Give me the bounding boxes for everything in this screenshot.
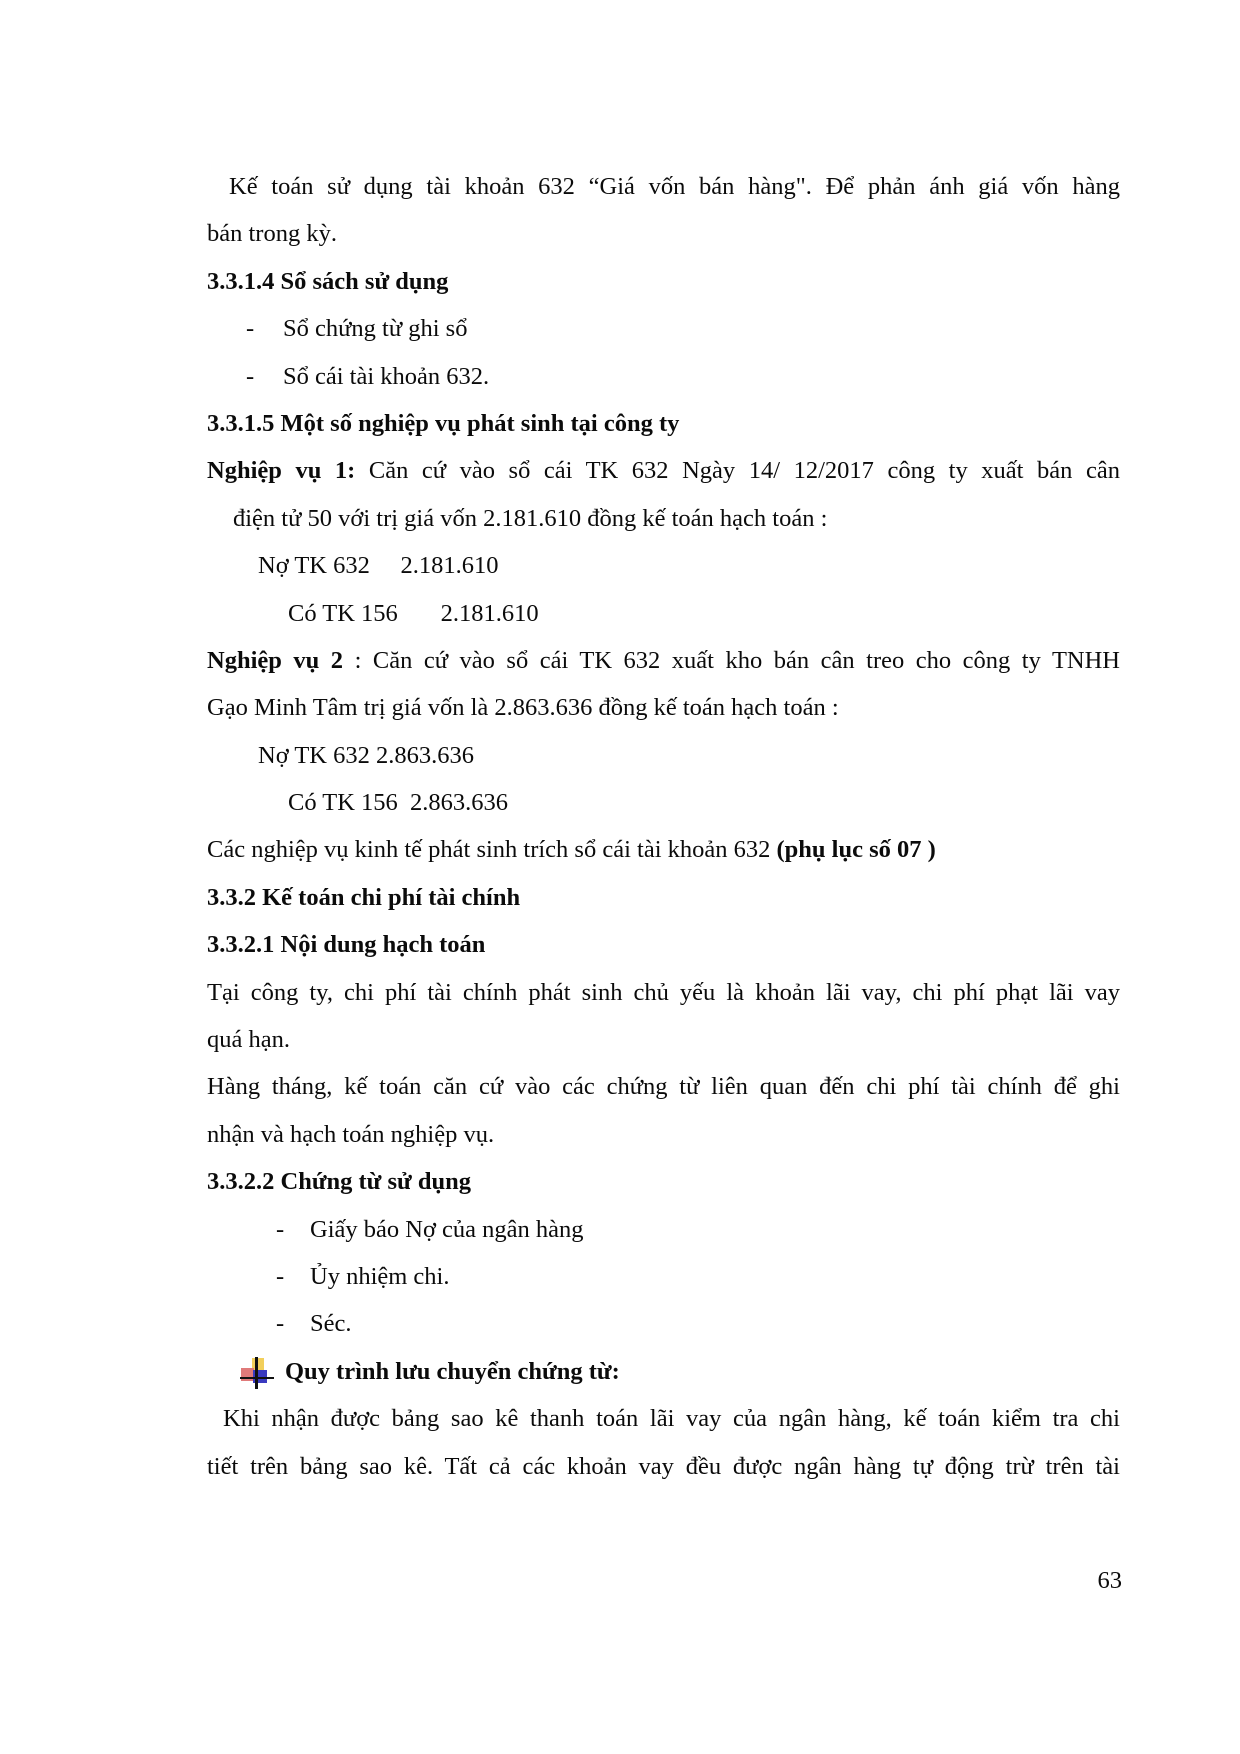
paragraph-line: quá hạn. bbox=[207, 1026, 290, 1054]
heading-line: 3.3.2.1 Nội dung hạch toán bbox=[207, 931, 486, 959]
paragraph-line: Gạo Minh Tâm trị giá vốn là 2.863.636 đồng kế toán hạch toán : bbox=[207, 694, 839, 722]
paragraph-text: Các nghiệp vụ kinh tế phát sinh trích sổ cái tài khoản 632 bbox=[207, 836, 777, 864]
dash-marker: - bbox=[276, 1310, 285, 1338]
paragraph-line bbox=[207, 826, 1120, 873]
paragraph-line: điện tử 50 với trị giá vốn 2.181.610 đồng kế toán hạch toán : bbox=[233, 504, 828, 532]
dash-marker: - bbox=[246, 362, 255, 390]
paragraph-text: : Căn cứ vào sổ cái TK 632 xuất kho bán cân treo cho công ty TNHH bbox=[343, 646, 1120, 674]
paragraph-line: bán trong kỳ. bbox=[207, 220, 337, 248]
flag-bullet-heading bbox=[207, 1348, 1120, 1395]
dash-marker: - bbox=[276, 1262, 285, 1290]
heading-line: 3.3.1.5 Một số nghiệp vụ phát sinh tại công ty bbox=[207, 409, 680, 437]
list-item bbox=[207, 1206, 1120, 1253]
list-item-label: Sổ chứng từ ghi sổ bbox=[283, 315, 468, 343]
list-item bbox=[207, 1300, 1120, 1347]
list-item bbox=[207, 305, 1120, 352]
flag-bullet-icon bbox=[240, 1357, 274, 1389]
paragraph-line: Hàng tháng, kế toán căn cứ vào các chứng từ liên quan đến chi phí tài chính để ghi bbox=[207, 1073, 1120, 1101]
dash-marker: - bbox=[276, 1215, 285, 1243]
account-entry-line: Nợ TK 632 2.181.610 bbox=[258, 552, 499, 580]
list-item bbox=[207, 353, 1120, 400]
list-item-label: Ủy nhiệm chi. bbox=[310, 1262, 450, 1290]
heading-line: 3.3.2 Kế toán chi phí tài chính bbox=[207, 883, 521, 911]
account-entry-line: Nợ TK 632 2.863.636 bbox=[258, 741, 474, 769]
heading-line: 3.3.2.2 Chứng từ sử dụng bbox=[207, 1168, 471, 1196]
text-block bbox=[207, 163, 1120, 1490]
list-item-label: Sổ cái tài khoản 632. bbox=[283, 362, 490, 390]
paragraph-text: Căn cứ vào sổ cái TK 632 Ngày 14/ 12/2017 công ty xuất bán cân bbox=[355, 457, 1120, 485]
paragraph-line: nhận và hạch toán nghiệp vụ. bbox=[207, 1120, 495, 1148]
dash-marker: - bbox=[246, 315, 255, 343]
page-number: 63 bbox=[1097, 1567, 1122, 1594]
paragraph-line bbox=[207, 637, 1120, 684]
flag-heading-label: Quy trình lưu chuyển chứng từ: bbox=[285, 1357, 620, 1385]
paragraph-line: tiết trên bảng sao kê. Tất cả các khoản vay đều được ngân hàng tự động trừ trên tài bbox=[207, 1452, 1120, 1480]
paragraph-line bbox=[207, 447, 1120, 494]
heading-line: 3.3.1.4 Sổ sách sử dụng bbox=[207, 267, 449, 295]
paragraph-line: Kế toán sử dụng tài khoản 632 “Giá vốn bán hàng". Để phản ánh giá vốn hàng bbox=[229, 173, 1120, 200]
paragraph-line: Khi nhận được bảng sao kê thanh toán lãi vay của ngân hàng, kế toán kiểm tra chi bbox=[223, 1405, 1120, 1433]
list-item-label: Séc. bbox=[310, 1310, 352, 1338]
bold-tail: (phụ lục số 07 ) bbox=[776, 836, 936, 864]
bold-lead: Nghiệp vụ 2 bbox=[207, 646, 344, 674]
paragraph-line: Tại công ty, chi phí tài chính phát sinh chủ yếu là khoản lãi vay, chi phí phạt lãi vay bbox=[207, 978, 1120, 1006]
list-item-label: Giấy báo Nợ của ngân hàng bbox=[310, 1215, 584, 1243]
list-item bbox=[207, 1253, 1120, 1300]
account-entry-line: Có TK 156 2.181.610 bbox=[288, 599, 539, 627]
account-entry-line: Có TK 156 2.863.636 bbox=[288, 789, 509, 817]
bold-lead: Nghiệp vụ 1: bbox=[207, 457, 356, 485]
